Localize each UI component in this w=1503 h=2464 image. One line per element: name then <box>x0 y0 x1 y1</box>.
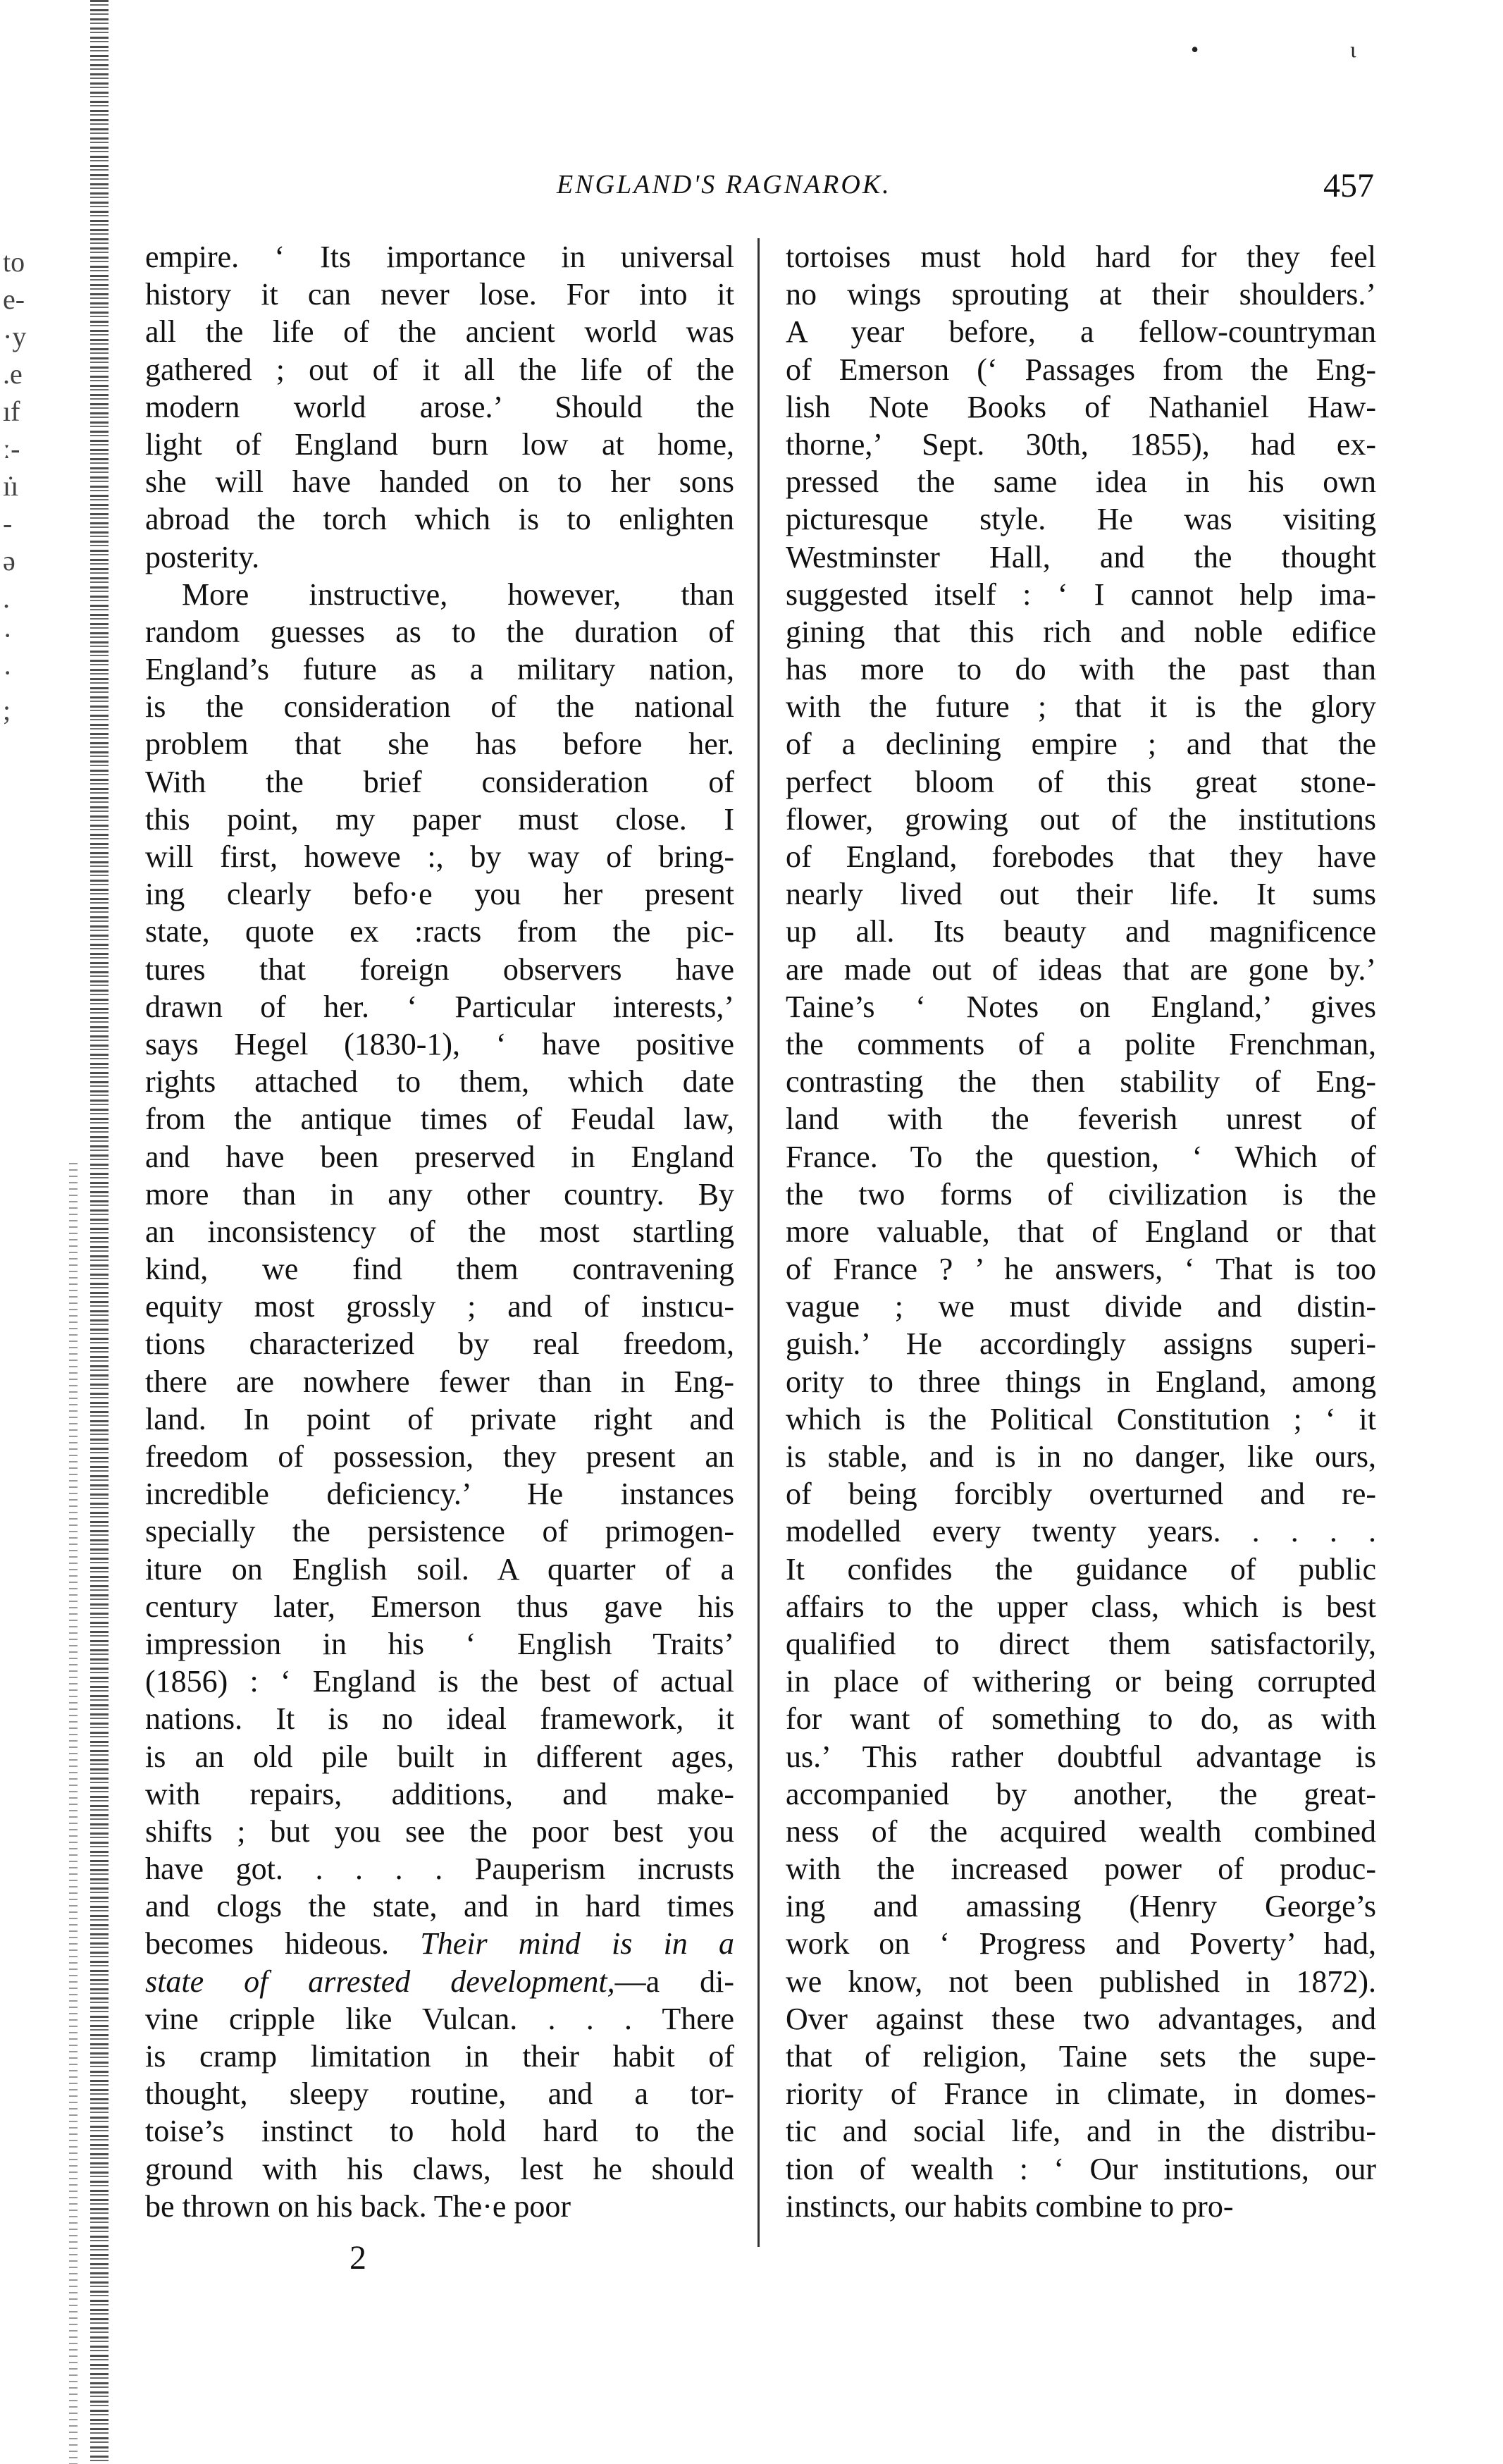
text-line: More instructive, however, than <box>182 577 734 612</box>
text-line: of France ? ’ he answers, ‘ That is too <box>786 1252 1376 1287</box>
text-line: modelled every twenty years. . . . . <box>786 1514 1376 1549</box>
text-line: has more to do with the past than <box>786 652 1376 687</box>
text-line: are made out of ideas that are gone by.’ <box>786 951 1376 987</box>
text-line: with repairs, additions, and make- <box>145 1776 734 1811</box>
text-line: century later, Emerson thus gave his <box>145 1589 734 1624</box>
text-line: the comments of a polite Frenchman, <box>786 1026 1376 1061</box>
text-line: picturesque style. He was visiting <box>786 502 1376 537</box>
text-line: toise’s instinct to hold hard to the <box>145 2114 734 2149</box>
text-line: accompanied by another, the great- <box>786 1776 1376 1811</box>
text-line: Taine’s ‘ Notes on England,’ gives <box>786 989 1376 1024</box>
binding-edge-shadow-secondary <box>69 1163 78 2464</box>
right-column <box>786 238 1376 2225</box>
text-line: equity most grossly ; and of instıcu- <box>145 1289 734 1324</box>
text-line: vine cripple like Vulcan. . . . There <box>145 2001 734 2036</box>
text-line: freedom of possession, they present an <box>145 1439 734 1474</box>
text-line: kind, we find them contravening <box>145 1252 734 1287</box>
text-line: vague ; we must divide and distin- <box>786 1289 1376 1324</box>
bleed-fragment: ; <box>3 694 11 726</box>
bleed-fragment: ıf <box>3 395 20 427</box>
text-line: have got. . . . . Pauperism incrusts <box>145 1852 734 1887</box>
text-line: will first, howeve :, by way of bring- <box>145 839 734 874</box>
text-line: of a declining empire ; and that the <box>786 727 1376 762</box>
text-line: rights attached to them, which date <box>145 1064 734 1099</box>
text-line: for want of something to do, as with <box>786 1701 1376 1737</box>
text-line: incredible deficiency.’ He instances <box>145 1477 734 1512</box>
text-line: work on ‘ Progress and Poverty’ had, <box>786 1926 1376 1961</box>
bleed-fragment: .e <box>3 358 23 390</box>
text-line: be thrown on his back. The·e poor <box>145 2188 571 2224</box>
text-line: tion of wealth : ‘ Our institutions, our <box>786 2151 1376 2186</box>
text-line: nations. It is no ideal framework, it <box>145 1701 734 1737</box>
bleed-fragment: . <box>3 582 10 614</box>
bleed-fragment: · <box>3 620 13 651</box>
corner-mark: • <box>1191 37 1199 62</box>
text-line: says Hegel (1830-1), ‘ have positive <box>145 1026 734 1061</box>
bleed-fragment: ə <box>3 545 16 577</box>
binding-margin <box>0 0 120 2464</box>
text-line: flower, growing out of the institutions <box>786 801 1376 837</box>
text-line: land. In point of private right and <box>145 1401 734 1436</box>
bleed-fragment: ·y <box>3 321 27 352</box>
text-line: shifts ; but you see the poor best you <box>145 1813 734 1849</box>
text-line: which is the Political Constitution ; ‘ it <box>786 1401 1376 1436</box>
text-line: instincts, our habits combine to pro- <box>786 2188 1234 2224</box>
text-line: state of arrested development,—a di- <box>145 1964 735 1999</box>
text-line: and have been preserved in England <box>145 1139 734 1174</box>
text-line: England’s future as a military nation, <box>145 652 734 687</box>
text-line: guish.’ He accordingly assigns superi- <box>786 1326 1376 1362</box>
text-line: thought, sleepy routine, and a tor- <box>145 2076 734 2112</box>
text-line: lish Note Books of Nathaniel Haw- <box>786 389 1376 424</box>
text-line: empire. ‘ Its importance in universal <box>145 240 734 274</box>
text-line: posterity. <box>145 539 260 574</box>
text-line: It confides the guidance of public <box>786 1551 1376 1587</box>
text-line: more than in any other country. By <box>145 1176 734 1212</box>
text-line: Over against these two advantages, and <box>786 2001 1376 2036</box>
text-line: iture on English soil. A quarter of a <box>145 1551 734 1587</box>
text-line: ing and amassing (Henry George’s <box>786 1889 1376 1924</box>
text-line: suggested itself : ‘ I cannot help ima- <box>786 577 1376 612</box>
left-column <box>145 238 734 2225</box>
text-line: contrasting the then stability of Eng- <box>786 1064 1376 1099</box>
text-line: France. To the question, ‘ Which of <box>786 1139 1376 1174</box>
text-line: pressed the same idea in his own <box>786 464 1376 500</box>
text-line: With the brief consideration of <box>145 764 734 799</box>
column-divider <box>757 238 760 2247</box>
text-line: and clogs the state, and in hard times <box>145 1889 734 1924</box>
text-line: thorne,’ Sept. 30th, 1855), had ex- <box>786 426 1376 462</box>
running-title: ENGLAND'S RAGNAROK. <box>557 170 891 199</box>
text-line: up all. Its beauty and magnificence <box>786 914 1376 949</box>
text-line: land with the feverish unrest of <box>786 1102 1376 1137</box>
text-line: ness of the acquired wealth combined <box>786 1813 1376 1849</box>
text-line: (1856) : ‘ England is the best of actual <box>145 1664 734 1699</box>
text-line: impression in his ‘ English Traits’ <box>145 1626 734 1661</box>
text-line: abroad the torch which is to enlighten <box>145 502 734 537</box>
text-line: is stable, and is in no danger, like ours, <box>786 1439 1376 1474</box>
text-line: is an old pile built in different ages, <box>145 1739 734 1774</box>
text-line: A year before, a fellow-countryman <box>786 314 1376 350</box>
bleed-fragment: to <box>3 246 25 278</box>
text-line: no wings sprouting at their shoulders.’ <box>786 277 1376 312</box>
text-line: affairs to the upper class, which is best <box>786 1589 1376 1624</box>
signature-mark: 2 <box>350 2239 366 2277</box>
text-line: perfect bloom of this great stone- <box>786 764 1376 799</box>
text-line: tortoises must hold hard for they feel <box>786 240 1376 274</box>
text-line: in place of withering or being corrupted <box>786 1664 1376 1699</box>
text-line: she will have handed on to her sons <box>145 464 734 500</box>
text-line: ing clearly befo·e you her present <box>145 877 734 912</box>
text-line: modern world arose.’ Should the <box>145 389 734 424</box>
text-line: this point, my paper must close. I <box>145 801 734 837</box>
text-line: tic and social life, and in the distribu- <box>786 2114 1376 2149</box>
text-line: all the life of the ancient world was <box>145 314 734 350</box>
facing-page-bleed-text <box>3 243 45 729</box>
text-line: nearly lived out their life. It sums <box>786 877 1376 912</box>
text-line: we know, not been published in 1872). <box>786 1964 1376 1999</box>
text-line: with the increased power of produc- <box>786 1852 1376 1887</box>
text-line: of being forcibly overturned and re- <box>786 1477 1376 1512</box>
bleed-fragment: ː- <box>3 433 20 464</box>
text-line: Westminster Hall, and the thought <box>786 539 1376 574</box>
text-line: is cramp limitation in their habit of <box>145 2039 734 2074</box>
text-line: drawn of her. ‘ Particular interests,’ <box>145 989 734 1024</box>
text-line: with the future ; that it is the glory <box>786 689 1376 725</box>
bleed-fragment: ı̇ı <box>3 470 19 502</box>
text-line: state, quote ex :racts from the pic- <box>145 914 734 949</box>
text-line: from the antique times of Feudal law, <box>145 1102 734 1137</box>
text-line: us.’ This rather doubtful advantage is <box>786 1739 1376 1774</box>
page-header <box>141 166 1381 209</box>
text-line: gathered ; out of it all the life of the <box>145 352 734 387</box>
text-line: is the consideration of the national <box>145 689 734 725</box>
binding-edge-shadow <box>90 0 109 2464</box>
bleed-fragment: e- <box>3 283 25 315</box>
text-line: light of England burn low at home, <box>145 426 734 462</box>
text-line: more valuable, that of England or that <box>786 1214 1376 1249</box>
text-line: an inconsistency of the most startling <box>145 1214 734 1249</box>
text-line: of England, forebodes that they have <box>786 839 1376 874</box>
bleed-fragment: - <box>3 507 13 539</box>
text-line: of Emerson (‘ Passages from the Eng- <box>786 352 1376 387</box>
text-line: gining that this rich and noble edifice <box>786 614 1376 649</box>
text-line: ground with his claws, lest he should <box>145 2151 734 2186</box>
text-line: there are nowhere fewer than in Eng- <box>145 1364 734 1399</box>
bleed-fragment: · <box>3 657 13 689</box>
page-number: 457 <box>1323 167 1374 204</box>
text-line: that of religion, Taine sets the supe- <box>786 2039 1376 2074</box>
text-line: history it can never lose. For into it <box>145 277 734 312</box>
corner-mark: ι <box>1350 37 1356 62</box>
text-line: the two forms of civilization is the <box>786 1176 1376 1212</box>
text-line: riority of France in climate, in domes- <box>786 2076 1376 2112</box>
text-line: tions characterized by real freedom, <box>145 1326 734 1362</box>
text-line: tures that foreign observers have <box>145 951 734 987</box>
text-line: ority to three things in England, among <box>786 1364 1376 1399</box>
text-line: problem that she has before her. <box>145 727 734 762</box>
text-line: qualified to direct them satisfactorily, <box>786 1626 1376 1661</box>
text-line: specially the persistence of primogen- <box>145 1514 734 1549</box>
text-line: random guesses as to the duration of <box>145 614 734 649</box>
corner-marks <box>1191 37 1374 65</box>
text-line: becomes hideous. Their mind is in a <box>145 1926 734 1961</box>
